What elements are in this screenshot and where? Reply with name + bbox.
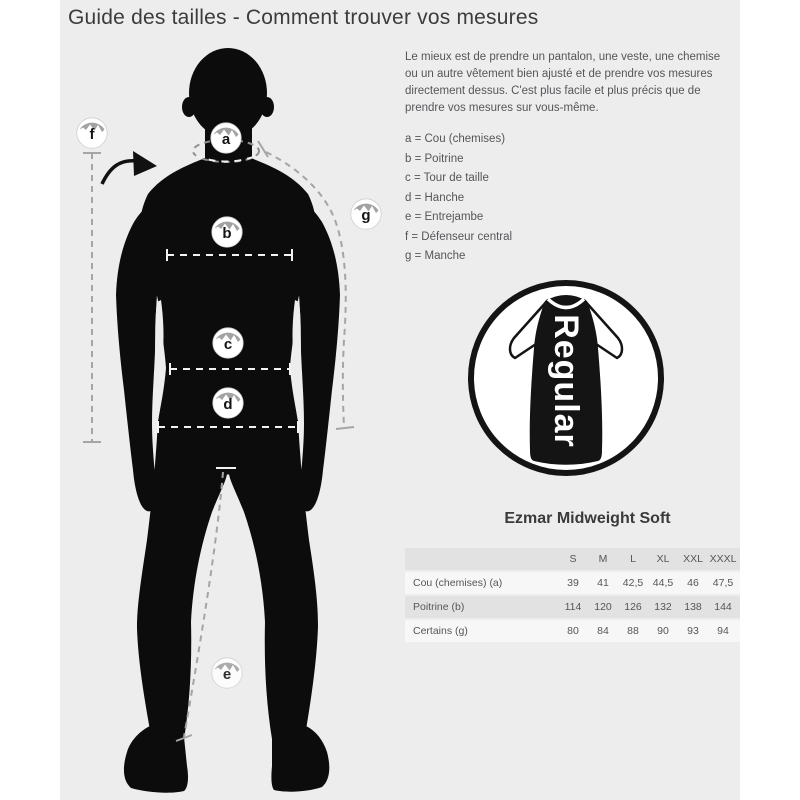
marker-letter: a — [221, 131, 231, 148]
marker-b — [211, 216, 243, 248]
legend-item-b: b = Poitrine — [405, 152, 464, 165]
cell: 42,5 — [622, 577, 644, 589]
cell: 120 — [594, 601, 612, 613]
row-label: Cou (chemises) (a) — [413, 577, 503, 589]
intro-text: Le mieux est de prendre un pantalon, une veste, une chemise ou un autre vêtement bien ajusté et de prendre vos mesures directement dessus. C'est plus facile et plus précis que de prendre vos mesures sur vous-même. — [405, 51, 721, 114]
marker-c — [212, 327, 244, 359]
legend-item-d: d = Hanche — [405, 191, 465, 204]
marker-letter: b — [222, 225, 232, 242]
marker-g — [350, 198, 382, 230]
row-label: Certains (g) — [413, 625, 468, 637]
legend-item-c: c = Tour de taille — [405, 172, 489, 184]
marker-letter: g — [361, 207, 371, 224]
size-table — [405, 548, 740, 644]
column-header: L — [630, 553, 636, 565]
page-title: Guide des tailles - Comment trouver vos mesures — [68, 6, 539, 29]
table-row-certains — [405, 620, 740, 644]
cell: 88 — [627, 625, 639, 637]
legend-item-f: f = Défenseur central — [405, 230, 513, 243]
measurement-legend — [405, 133, 512, 270]
arrow-icon — [102, 151, 157, 184]
size-table-header-row — [405, 548, 740, 572]
tshirt-icon — [466, 278, 666, 478]
fit-label: Regular — [547, 314, 585, 448]
cell: 132 — [654, 601, 672, 613]
cell: 39 — [567, 577, 579, 589]
marker-letter: f — [89, 126, 95, 143]
cell: 41 — [597, 577, 609, 589]
content-panel — [60, 0, 740, 800]
marker-d — [212, 387, 244, 419]
marker-letter: d — [223, 396, 233, 413]
cell: 46 — [687, 577, 699, 589]
cell: 47,5 — [712, 577, 734, 589]
column-header: M — [598, 553, 608, 565]
column-header: XXXL — [709, 553, 737, 565]
product-title: Ezmar Midweight Soft — [504, 510, 671, 527]
cell: 44,5 — [652, 577, 674, 589]
legend-item-e: e = Entrejambe — [405, 211, 484, 223]
cell: 84 — [597, 625, 609, 637]
column-header: XXL — [683, 553, 703, 565]
cell: 114 — [564, 601, 582, 613]
table-row-poitrine — [405, 596, 740, 620]
cell: 80 — [567, 625, 579, 637]
marker-letter: c — [223, 336, 233, 353]
cell: 144 — [714, 601, 732, 613]
cell: 94 — [717, 625, 729, 637]
marker-a — [210, 122, 242, 154]
column-header: S — [569, 553, 577, 565]
marker-letter: e — [222, 666, 232, 683]
cell: 90 — [657, 625, 669, 637]
marker-e — [211, 657, 243, 689]
legend-item-g: g = Manche — [405, 250, 466, 262]
cell: 126 — [624, 601, 642, 613]
marker-f — [76, 117, 108, 149]
column-header: XL — [656, 553, 670, 565]
table-row-cou — [405, 572, 740, 596]
row-label: Poitrine (b) — [413, 601, 465, 613]
cell: 93 — [687, 625, 699, 637]
fit-badge — [466, 278, 666, 478]
legend-item-a: a = Cou (chemises) — [405, 133, 506, 145]
cell: 138 — [684, 601, 702, 613]
